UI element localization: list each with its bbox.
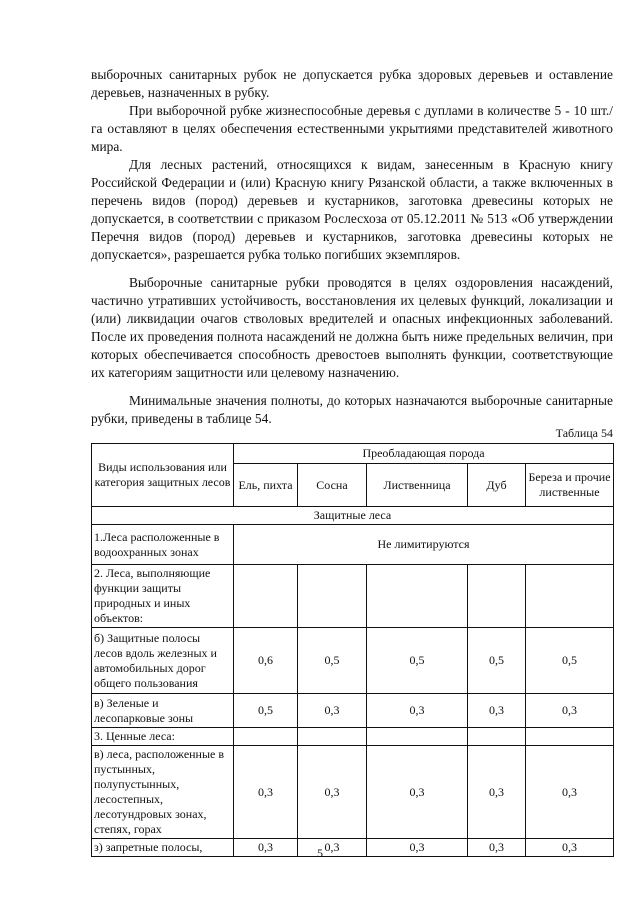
table-cell: 0,3	[367, 746, 468, 839]
table-section-header: Защитные леса	[92, 507, 614, 525]
table-header-species-group: Преобладающая порода	[234, 444, 614, 464]
table-cell	[468, 565, 526, 628]
table-cell	[234, 728, 298, 746]
table-cell: 0,3	[298, 839, 367, 857]
table-cell: 0,3	[468, 839, 526, 857]
table-cell	[367, 565, 468, 628]
table-cell	[367, 728, 468, 746]
table-row-label: в) леса, расположенные в пустынных, полупустынных, лесостепных, лесотундровых зонах, степях, горах	[92, 746, 234, 839]
table-header-species: Сосна	[298, 464, 367, 507]
table-cell: 0,5	[234, 694, 298, 728]
table-row-label: 1.Леса расположенные в водоохранных зонах	[92, 525, 234, 565]
table-cell: 0,5	[367, 628, 468, 694]
table-cell: 0,5	[468, 628, 526, 694]
table-cell: 0,5	[526, 628, 614, 694]
table-row	[92, 565, 614, 628]
table-cell	[234, 565, 298, 628]
table-cell: 0,3	[526, 694, 614, 728]
table-header-species: Лиственница	[367, 464, 468, 507]
paragraph-2: При выборочной рубке жизнеспособные деревья с дуплами в количестве 5 - 10 шт./га оставляют в целях обеспечения естественными укрытиями представителей животного мира.	[91, 103, 613, 154]
page-number: 5	[317, 846, 323, 860]
table-cell: 0,6	[234, 628, 298, 694]
table-cell: 0,3	[468, 746, 526, 839]
table-row-label: з) запретные полосы,	[92, 839, 234, 857]
table-cell: 0,3	[367, 694, 468, 728]
table-row	[92, 746, 614, 839]
table-cell	[298, 565, 367, 628]
table-cell: 0,3	[298, 694, 367, 728]
table-cell	[526, 728, 614, 746]
table-cell: 0,3	[367, 839, 468, 857]
table-cell: 0,3	[298, 746, 367, 839]
table-header-species: Береза и прочие лиственные	[526, 464, 614, 507]
table-cell	[526, 565, 614, 628]
table-cell: 0,3	[234, 839, 298, 857]
table-row-label: 2. Леса, выполняющие функции защиты природных и иных объектов:	[92, 565, 234, 628]
paragraph-1: выборочных санитарных рубок не допускается рубка здоровых деревьев и оставление деревьев, назначенных в рубку.	[91, 67, 613, 100]
table-merged-cell: Не лимитируются	[234, 525, 614, 565]
paragraph-3: Для лесных растений, относящихся к видам, занесенным в Красную книгу Российской Федерации и (или) Красную книгу Рязанской области, а также включенных в перечень видов (пород) деревьев и кустарников, заготовка древесины которых не допускается, в соответствии с приказом Рослесхоза от 05.12.2011 № 513 «Об утверждении Перечня видов (пород) деревьев и кустарников, заготовка древесины которых не допускается», разрешается рубка только погибших экземпляров.	[91, 157, 613, 262]
table-row-label: в) Зеленые и лесопарковые зоны	[92, 694, 234, 728]
table-row	[92, 728, 614, 746]
table-row-label: 3. Ценные леса:	[92, 728, 234, 746]
table-cell	[468, 728, 526, 746]
table-cell: 0,3	[526, 746, 614, 839]
paragraph-4: Выборочные санитарные рубки проводятся в целях оздоровления насаждений, частично утративших устойчивость, восстановления их целевых функций, локализации и (или) ликвидации очагов стволовых вредителей и опасных инфекционных заболеваний. После их проведения полнота насаждений не должна быть ниже предельных величин, при которых обеспечивается способность древостоев выполнять функции, соответствующие их категориям защитности или целевому назначению.	[91, 275, 613, 380]
table-caption: Таблица 54	[555, 426, 613, 440]
paragraph-5: Минимальные значения полноты, до которых назначаются выборочные санитарные рубки, приведены в таблице 54.	[91, 393, 613, 426]
table-54	[91, 443, 614, 857]
table-cell: 0,3	[468, 694, 526, 728]
table-cell: 0,3	[526, 839, 614, 857]
table-header-species: Дуб	[468, 464, 526, 507]
table-cell	[298, 728, 367, 746]
table-header-species: Ель, пихта	[234, 464, 298, 507]
table-row	[92, 525, 614, 565]
table-row-label: б) Защитные полосы лесов вдоль железных и автомобильных дорог общего пользования	[92, 628, 234, 694]
table-cell: 0,5	[298, 628, 367, 694]
table-row	[92, 628, 614, 694]
table-row	[92, 694, 614, 728]
table-cell: 0,3	[234, 746, 298, 839]
table-header-category: Виды использования или категория защитных лесов	[92, 444, 234, 507]
